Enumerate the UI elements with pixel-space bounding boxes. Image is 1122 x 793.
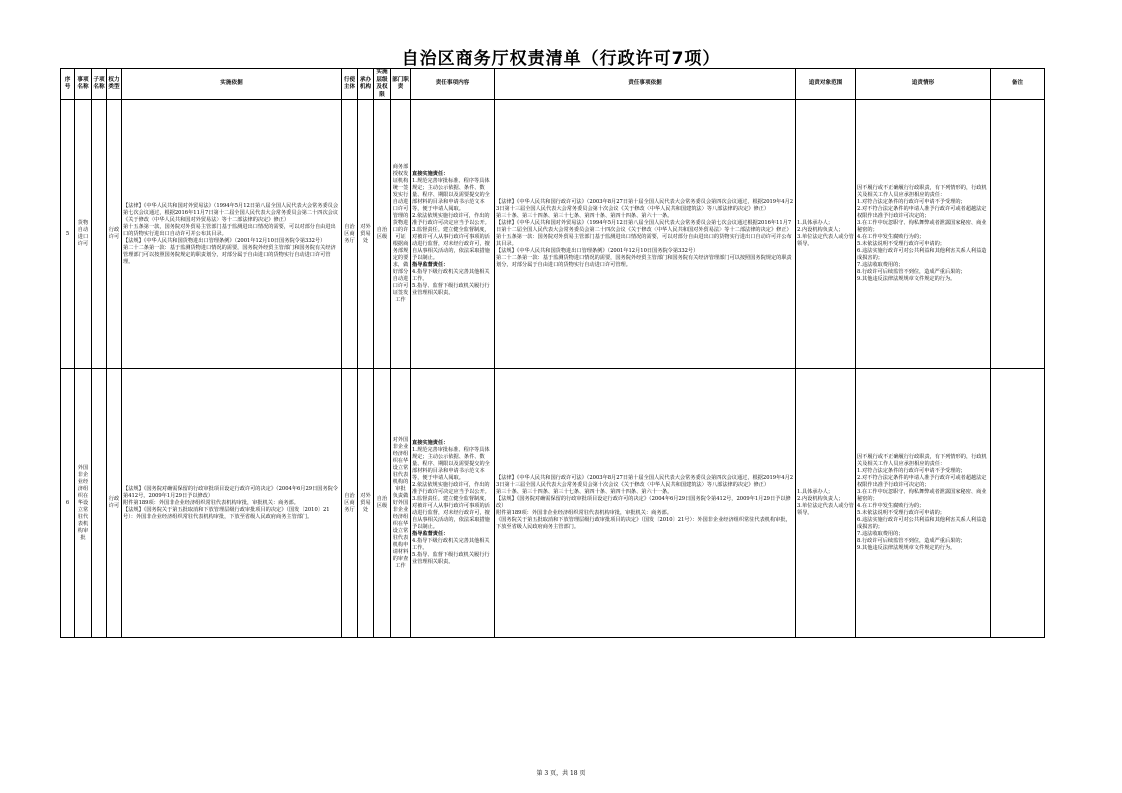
dept-duty-text: 根据商务部规定的要求，做好部分自动进口许可证签发工作: [392, 241, 409, 304]
table-row: [61, 369, 1045, 638]
basis-para: 第十五条第一款，国务院对外贸易主管部门基于监测进出口情况的需要，可以对部分自由进出口的货物实行进出口自动许可并公布其目录。: [123, 223, 336, 237]
circumstance-item: 因不履行或不正确履行行政职责，有下列情形的，行政机关及相关工作人员应承担相应的责任：: [857, 185, 987, 199]
cell-resp-basis: [495, 100, 796, 369]
resp-content-para: 5.指导、监督下级行政机关履行行业管理相关职责。: [412, 283, 490, 297]
circumstance-item: 9.其他违反法律法规规章文件规定的行为。: [857, 276, 956, 283]
resp-content-para: 指导监督责任：: [412, 262, 449, 269]
cell-level: 自治区级: [374, 100, 391, 369]
cell-circumstances: [856, 100, 991, 369]
resp-content-para: 4.指导下级行政机关完善其他相关工作。: [412, 538, 490, 552]
cell-sub-name: [92, 100, 107, 369]
header-accountable: 追责对象范围: [796, 69, 856, 100]
basis-para: 【法规】《中华人民共和国货物进出口管理条例》（2001年12月10日国务院令第332号）: [123, 237, 326, 244]
resp-basis-para: 《国务院关于第五批取消和下放管理层级行政审批项目的决定》（国发〔2010〕21号）：外国非企业经济组织常驻代表机构审批，下放至省级人民政府商务主管部门。: [496, 517, 791, 531]
cell-sub-name: [92, 369, 107, 638]
circumstance-item: 2.对不符合法定条件的申请人准予行政许可或者超越法定权限作出准予行政许可决定的；: [857, 206, 987, 220]
accountable-item: 2.内设机构负责人；: [797, 496, 844, 503]
circumstance-item: 4.在工作中发生腐败行为的；: [857, 503, 925, 510]
resp-content-para: 3.监督责任。建立健全监督制度，对被许可人从事行政许可事项的活动进行监督，对未经行政许可，擅自从事相关活动的，依法采取措施予以制止。: [412, 496, 490, 531]
dept-duty-text: 对外国非企业经济组织在华设立常驻代表机构的审批: [392, 436, 409, 492]
dept-duty-text: 负责做好外国非企业经济组织在华设立常驻代表机构申请材料的审查工作: [392, 492, 409, 569]
basis-para: 【法规】《国务院对确需保留的行政审批项目设定行政许可的决定》（2004年6月29日国务院令第412号，2009年1月29日予以修改）: [123, 485, 339, 499]
header-row: [61, 69, 1045, 100]
circumstance-item: 1.对符合法定条件的行政许可申请不予受理的；: [857, 468, 966, 475]
circumstance-item: 6.违法实施行政许可对公共利益和其他利害关系人利益造成损害的；: [857, 248, 987, 262]
cell-dept-duty: [391, 100, 411, 369]
circumstance-item: 因不履行或不正确履行行政职责，有下列情形的，行政机关及相关工作人员应承担相应的责任：: [857, 454, 987, 468]
circumstance-item: 4.在工作中发生腐败行为的；: [857, 234, 925, 241]
header-basis: 实施依据: [122, 69, 342, 100]
circumstance-item: 3.在工作中玩忽职守、徇私舞弊或者泄露国家秘密、商业秘密的；: [857, 489, 987, 503]
resp-basis-para: 第三十条、第三十四条、第三十七条、第四十条、第四十四条、第六十一条。: [496, 213, 673, 220]
resp-basis-para: 【法律】《中华人民共和国行政许可法》（2003年8月27日第十届全国人民代表大会常务委员会第四次会议通过，根据2019年4月23日第十三届全国人民代表大会常务委员会第十次会议《关于修改〈中华人民共和国建筑法〉等八部法律的决定》修正）: [496, 199, 794, 213]
cell-seq: 5: [61, 100, 75, 369]
header-exec-subject: 行使主体: [342, 69, 358, 100]
cell-basis: [122, 100, 342, 369]
accountable-item: 2.内设机构负责人；: [797, 227, 844, 234]
basis-para: 第二十二条第一款：基于监测货物进口情况的需要，国务院外经贸主管部门和国务院有关经济管理部门可以按照国务院规定的职责划分，对部分属于自由进口的货物实行自动进口许可管理。: [123, 244, 336, 265]
cell-accountable: [796, 100, 856, 369]
resp-basis-para: 【法规】《国务院对确需保留的行政审批项目设定行政许可的决定》（2004年6月29日国务院令第412号，2009年1月29日予以修改）: [496, 496, 791, 510]
resp-content-para: 1.规范完善审批标准、程序等具体规定；主动公示依据、条件、数量、程序、期限以及需要提交的全部材料的目录和申请书示范文本等，便于申请人阅取。: [412, 447, 490, 482]
page-title: 自治区商务厅权责清单（行政许可7项）: [401, 49, 721, 69]
page-footer: 第 3 页，共 18 页: [536, 770, 586, 777]
accountable-item: 3.单位法定代表人或分管领导。: [797, 234, 854, 248]
circumstance-item: 1.对符合法定条件的行政许可申请不予受理的；: [857, 199, 966, 206]
resp-content-para: 直接实施责任：: [412, 171, 449, 178]
cell-remark: [991, 100, 1045, 369]
table-row: [61, 100, 1045, 369]
accountable-item: 1.具体承办人；: [797, 220, 834, 227]
resp-content-para: 5.指导、监督下级行政机关履行行业管理相关职责。: [412, 552, 490, 566]
cell-exec-subject: 自治区商务厅: [342, 369, 358, 638]
resp-basis-para: 附件第189项：外国非企业经济组织常驻代表机构审批，审批机关：商务部。: [496, 510, 672, 517]
accountable-item: 1.具体承办人；: [797, 489, 834, 496]
cell-remark: [991, 369, 1045, 638]
cell-seq: 6: [61, 369, 75, 638]
cell-org: 对外贸易处: [358, 369, 374, 638]
resp-content-para: 3.监督责任。建立健全监督制度，对被许可人从事行政许可事项的活动进行监督，对未经行政许可，擅自从事相关活动的，依法采取措施予以制止。: [412, 227, 490, 262]
circumstance-item: 5.未依法说明不受理行政许可申请的；: [857, 241, 945, 248]
circumstance-item: 2.对不符合法定条件的申请人准予行政许可或者超越法定权限作出准予行政许可决定的；: [857, 475, 987, 489]
resp-content-para: 1.规范完善审批标准、程序等具体规定；主动公示依据、条件、数量、程序、期限以及需要提交的全部材料的目录和申请书示范文本等，便于申请人阅取。: [412, 178, 490, 213]
header-circumstances: 追责情形: [856, 69, 991, 100]
header-item-name: 事项名称: [75, 69, 92, 100]
cell-dept-duty: [391, 369, 411, 638]
cell-level: 自治区级: [374, 369, 391, 638]
resp-basis-para: 【法律】《中华人民共和国对外贸易法》（1994年5月12日第八届全国人民代表大会常务委员会第七次会议通过根据2016年11月7日第十二届全国人民代表大会常务委员会第二十四次会议《关于修改〈中华人民共和国对外贸易法〉等十二部法律的决定》修正）: [496, 220, 792, 234]
cell-exec-subject: 自治区商务厅: [342, 100, 358, 369]
circumstance-item: 8.行政许可后续监管不到位，造成严重后果的；: [857, 269, 966, 276]
cell-item-name: 外国非企业经济组织在华设立常驻代表机构审批: [75, 369, 92, 638]
dept-duty-text: 商务部授权发证机构统一签发实行自动进口许可管理的货物进口的许可证: [392, 164, 409, 241]
resp-content-para: 指导监督责任：: [412, 531, 449, 538]
resp-content-para: 直接实施责任：: [412, 440, 449, 447]
header-org: 承办机构: [358, 69, 374, 100]
cell-accountable: [796, 369, 856, 638]
cell-power-type: 行政许可: [107, 100, 122, 369]
header-power-type: 权力类型: [107, 69, 122, 100]
cell-power-type: 行政许可: [107, 369, 122, 638]
header-level: 实施层级及权限: [374, 69, 391, 100]
header-remark: 备注: [991, 69, 1045, 100]
cell-org: 对外贸易处: [358, 100, 374, 369]
header-resp-basis: 责任事项依据: [495, 69, 796, 100]
cell-basis: [122, 369, 342, 638]
resp-basis-para: 第十五条第一款：国务院对外贸易主管部门基于监测进出口情况的需要，可以对部分自由进出口的货物实行进出口自动许可并公布其目录。: [496, 234, 792, 248]
resp-basis-para: 第二十二条第一款：基于监测货物进口情况的需要，国务院外经贸主管部门和国务院有关经济管理部门可以按照国务院规定的职责划分，对部分属于自由进口的货物实行自动进口许可管理。: [496, 255, 792, 269]
cell-item-name: 货物自动进口许可: [75, 100, 92, 369]
resp-basis-para: 【法律】《中华人民共和国行政许可法》（2003年8月27日第十届全国人民代表大会常务委员会第四次会议通过，根据2019年4月23日第十三届全国人民代表大会常务委员会第十次会议《关于修改〈中华人民共和国建筑法〉等八部法律的决定》修正）: [496, 475, 794, 489]
circumstance-item: 5.未依法说明不受理行政许可申请的；: [857, 510, 945, 517]
circumstance-item: 3.在工作中玩忽职守、徇私舞弊或者泄露国家秘密、商业秘密的；: [857, 220, 987, 234]
basis-para: 【法规】《国务院关于第五批取消和下放管理层级行政审批项目的决定》（国发〔2010〕21号）：外国非企业经济组织常驻代表机构审批，下放至省级人民政府商务主管部门。: [123, 506, 330, 520]
resp-basis-para: 第三十条、第三十四条、第三十七条、第四十条、第四十四条、第六十一条。: [496, 489, 673, 496]
cell-resp-basis: [495, 369, 796, 638]
cell-circumstances: [856, 369, 991, 638]
cell-resp-content: [411, 100, 495, 369]
resp-content-para: 4.指导下级行政机关完善其他相关工作。: [412, 269, 490, 283]
header-seq: 序号: [61, 69, 75, 100]
circumstance-item: 9.其他违反法律法规规章文件规定的行为。: [857, 545, 956, 552]
header-sub-name: 子项名称: [92, 69, 107, 100]
basis-para: 【法律】《中华人民共和国对外贸易法》（1994年5月12日第八届全国人民代表大会常务委员会第七次会议通过，根据2016年11月7日第十二届全国人民代表大会常务委员会第二十四次会议《关于修改〈中华人民共和国对外贸易法〉等十二部法律的决定》修正）: [123, 202, 339, 223]
header-resp-content: 责任事项内容: [411, 69, 495, 100]
resp-content-para: 2.依法依规实施行政许可，作出的准予行政许可决定应当予以公开。: [412, 213, 490, 227]
accountable-item: 3.单位法定代表人或分管领导。: [797, 503, 854, 517]
header-dept-duty: 部门职责: [391, 69, 411, 100]
circumstance-item: 7.违法收取费用的；: [857, 531, 904, 538]
circumstance-item: 8.行政许可后续监管不到位，造成严重后果的；: [857, 538, 966, 545]
basis-para: 附件第189项：外国非企业经济组织常驻代表机构审批，审批机关：商务部。: [123, 499, 299, 506]
resp-basis-para: 【法规】《中华人民共和国货物进出口管理条例》（2001年12月10日国务院令第332号）: [496, 248, 699, 255]
resp-content-para: 2.依法依规实施行政许可，作出的准予行政许可决定应当予以公开。: [412, 482, 490, 496]
responsibility-table: [60, 68, 1045, 638]
circumstance-item: 6.违法实施行政许可对公共利益和其他利害关系人利益造成损害的；: [857, 517, 987, 531]
circumstance-item: 7.违法收取费用的；: [857, 262, 904, 269]
cell-resp-content: [411, 369, 495, 638]
